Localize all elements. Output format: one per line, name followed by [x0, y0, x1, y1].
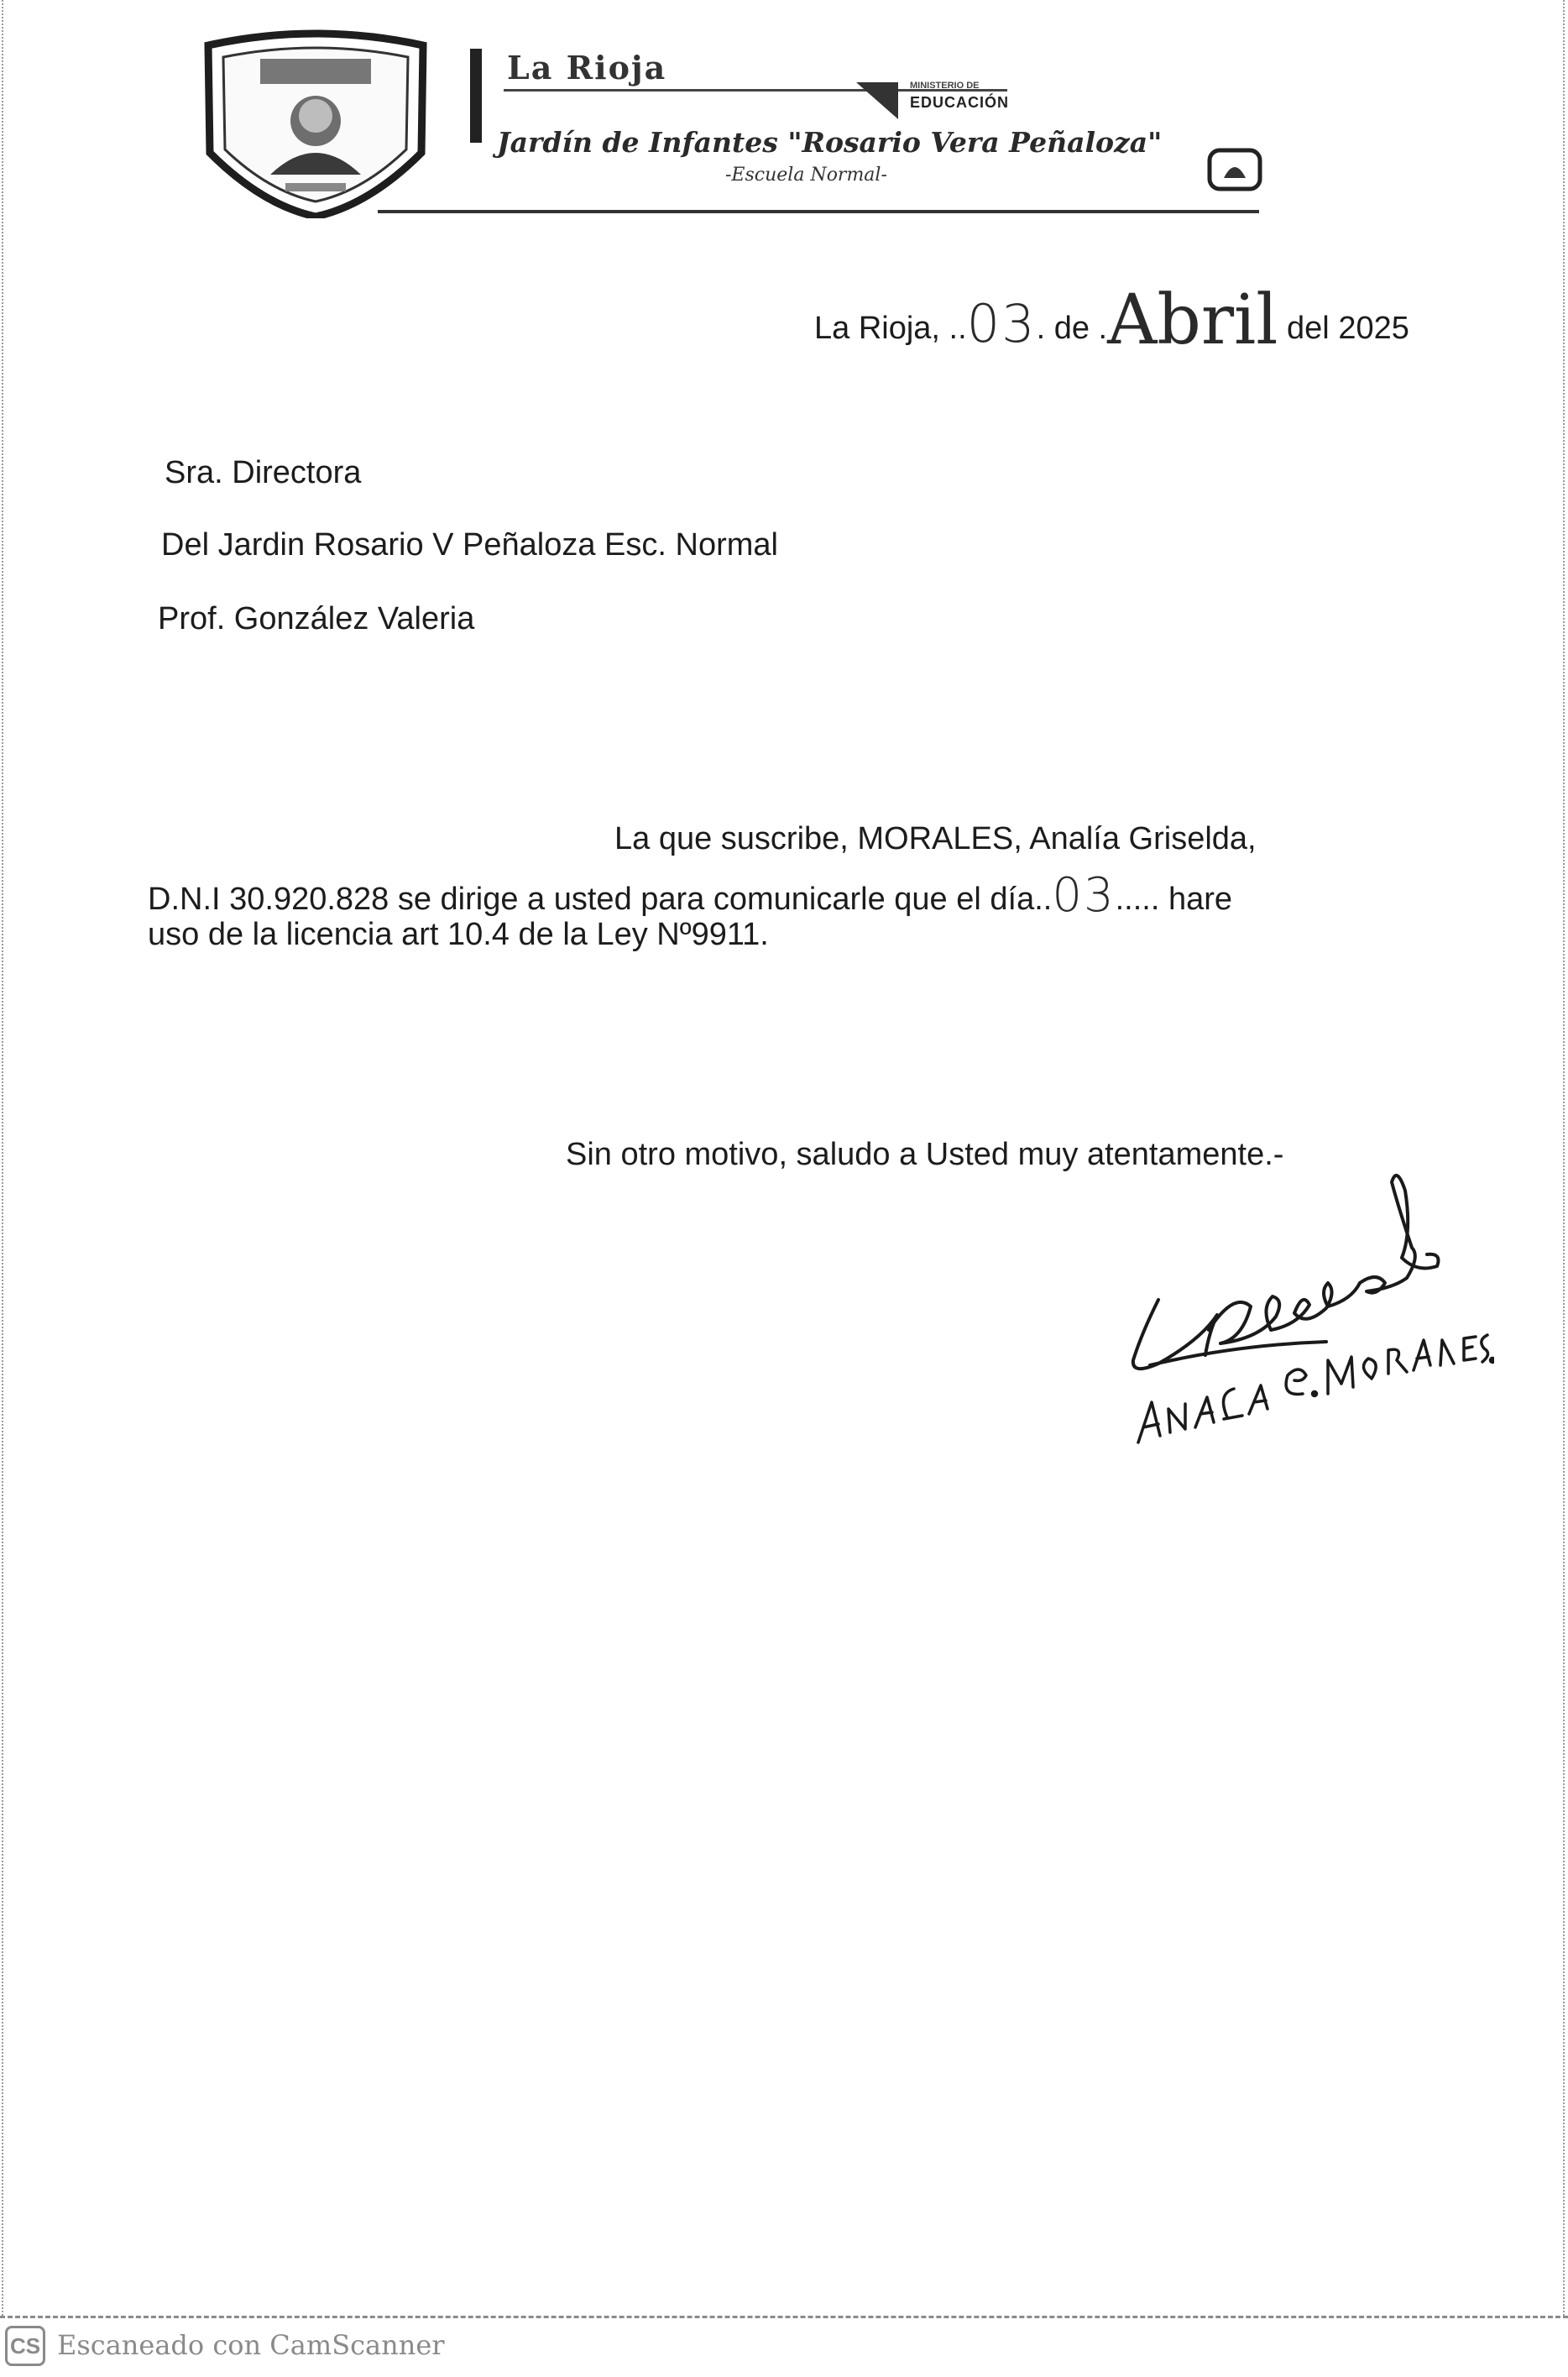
school-crest-logo: [201, 27, 430, 218]
letterhead-underline: [378, 210, 1259, 213]
body-line-3: uso de la licencia art 10.4 de la Ley Nº9911.: [148, 917, 769, 952]
scan-divider: [0, 2316, 1568, 2318]
body-line-2: D.N.I 30.920.828 se dirige a usted para comunicarle que el día..03..... hare: [148, 868, 1233, 923]
recipient-title: Sra. Directora: [165, 455, 362, 490]
camscanner-badge-icon: CS: [5, 2326, 45, 2366]
closing-line: Sin otro motivo, saludo a Usted muy atentamente.-: [566, 1137, 1284, 1172]
date-place: La Rioja,: [814, 311, 940, 346]
date-line: La Rioja, ..03. de .Abril del 2025: [814, 280, 1409, 360]
institution-name: Jardín de Infantes "Rosario Vera Peñaloza": [497, 126, 1163, 159]
camscanner-watermark: Escaneado con CamScanner: [57, 2329, 445, 2361]
handwritten-day-body: 03: [1052, 868, 1116, 923]
date-year-prefix: del: [1287, 311, 1330, 346]
body-line-2-suffix: hare: [1168, 882, 1233, 917]
body-line-1: La que suscribe, MORALES, Analía Griselda,: [614, 821, 1257, 856]
handwritten-day: 03: [966, 293, 1037, 354]
emblem-badge-icon: [1207, 148, 1262, 191]
date-year: 2025: [1338, 311, 1409, 346]
letterhead-bar: [470, 49, 482, 143]
institution-subtitle: -Escuela Normal-: [725, 165, 887, 186]
recipient-institution: Del Jardin Rosario V Peñaloza Esc. Normal: [161, 527, 778, 563]
handwritten-month: Abril: [1107, 280, 1278, 360]
ministry-triangle-icon: [856, 82, 898, 119]
body-line-2-text: D.N.I 30.920.828 se dirige a usted para comunicarle que el día: [148, 882, 1035, 917]
ministry-label-small: MINISTERIO DE: [910, 81, 980, 91]
handwritten-signature: [1108, 1165, 1494, 1461]
recipient-name: Prof. González Valeria: [158, 601, 475, 636]
province-logo: La Rioja: [507, 49, 667, 86]
ministry-label: EDUCACIÓN: [910, 94, 1010, 111]
date-de: de: [1053, 311, 1090, 346]
